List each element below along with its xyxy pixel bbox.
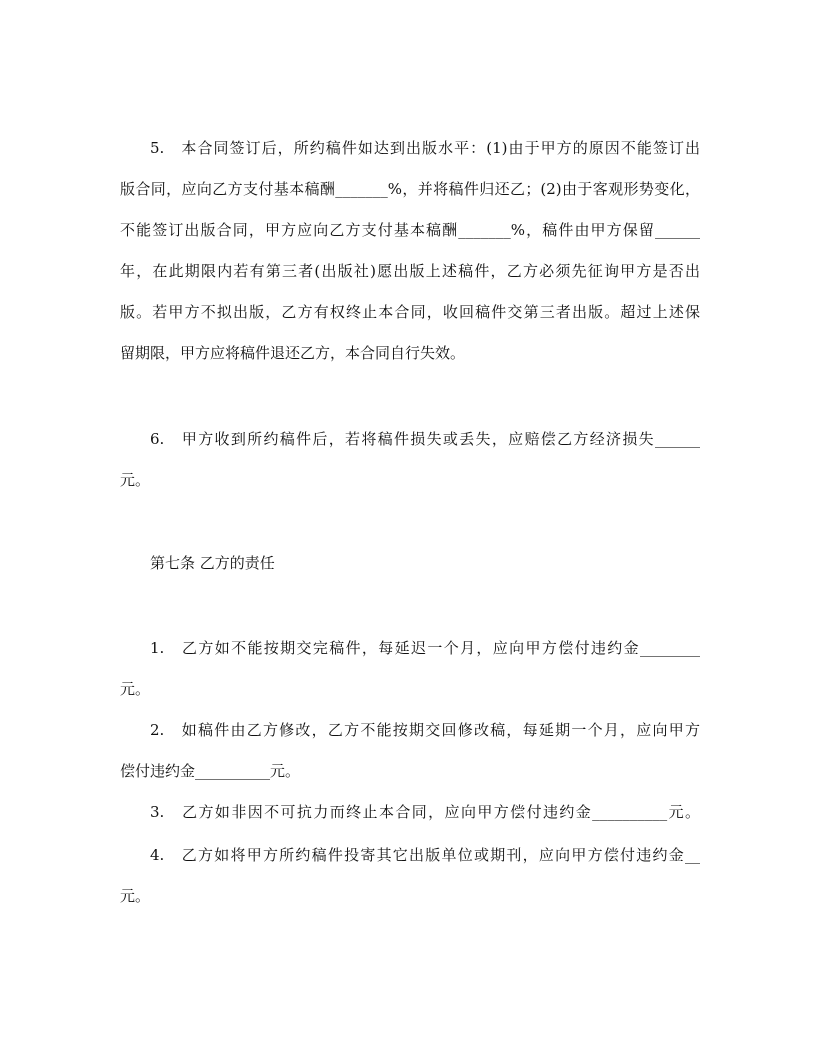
- clause-7-1-line-2: 元。: [120, 680, 151, 698]
- clause-7-1-line-1: 1. 乙方如不能按期交完稿件，每延迟一个月，应向甲方偿付违约金________: [150, 639, 700, 657]
- clause-6-line-2: 元。: [120, 471, 151, 489]
- clause-6-line-1: 6. 甲方收到所约稿件后，若将稿件损失或丢失，应赔偿乙方经济损失______: [150, 430, 700, 448]
- clause-7-4-line-1: 4. 乙方如将甲方所约稿件投寄其它出版单位或期刊，应向甲方偿付违约金__: [150, 846, 700, 864]
- clause-5-line-4: 年，在此期限内若有第三者(出版社)愿出版上述稿件，乙方必须先征询甲方是否出: [120, 262, 700, 280]
- clause-7-4-line-2: 元。: [120, 887, 151, 905]
- clause-5-line-5: 版。若甲方不拟出版，乙方有权终止本合同，收回稿件交第三者出版。超过上述保: [120, 303, 700, 321]
- article-7-heading: 第七条 乙方的责任: [150, 554, 275, 572]
- clause-5-line-2: 版合同，应向乙方支付基本稿酬_______%，并将稿件归还乙；(2)由于客观形势变化，: [120, 180, 700, 198]
- clause-5-line-6: 留期限，甲方应将稿件退还乙方，本合同自行失效。: [120, 344, 466, 362]
- clause-5-line-1: 5. 本合同签订后，所约稿件如达到出版水平：(1)由于甲方的原因不能签订出: [150, 139, 700, 157]
- clause-7-2-line-1: 2. 如稿件由乙方修改，乙方不能按期交回修改稿，每延期一个月，应向甲方: [150, 721, 700, 739]
- clause-7-2-line-2: 偿付违约金__________元。: [120, 762, 301, 780]
- clause-7-3-line-1: 3. 乙方如非因不可抗力而终止本合同，应向甲方偿付违约金__________元。: [150, 803, 700, 821]
- clause-5-line-3: 不能签订出版合同，甲方应向乙方支付基本稿酬_______%，稿件由甲方保留______: [120, 221, 700, 239]
